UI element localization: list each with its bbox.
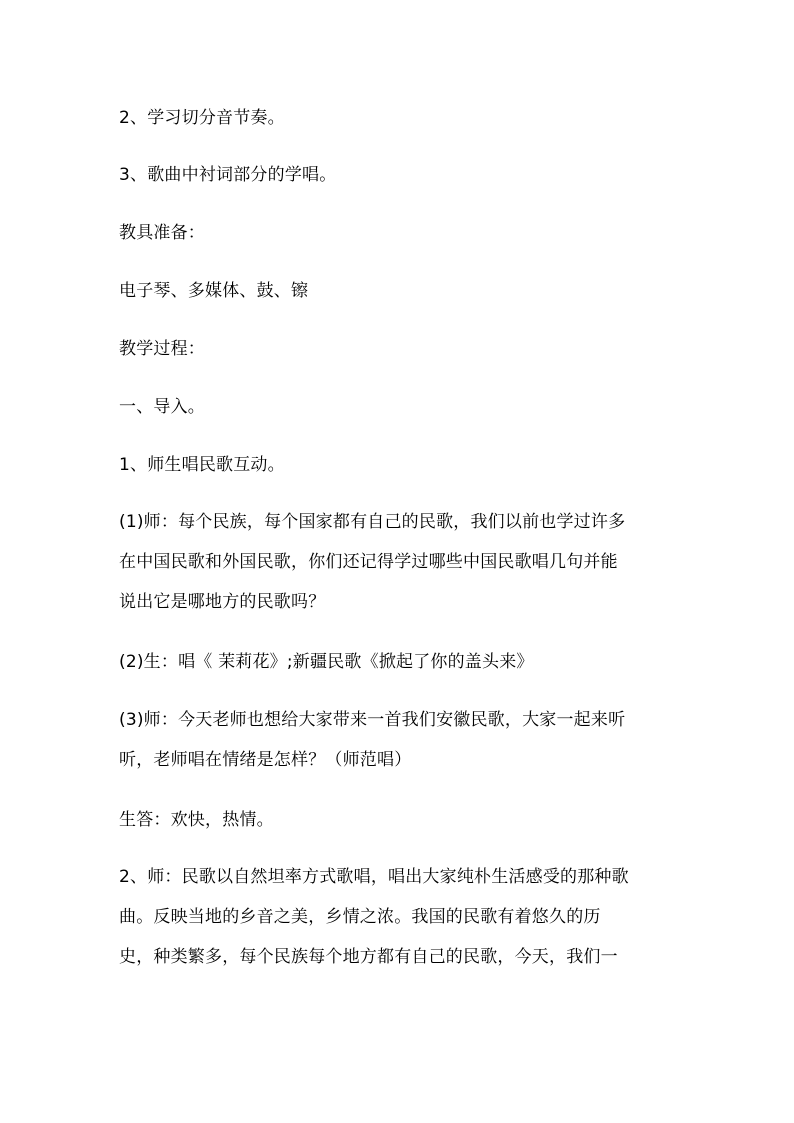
paragraph-line: 听，老师唱在情绪是怎样？（师范唱） <box>119 750 412 770</box>
section-intro-heading: 一、导入。 <box>119 397 205 417</box>
objective-3-line: 3、歌曲中衬词部分的学唱。 <box>119 165 337 185</box>
paragraph-line: 说出它是哪地方的民歌吗？ <box>119 592 326 612</box>
step-1-heading: 1、师生唱民歌互动。 <box>119 455 285 475</box>
paragraph-line: 史，种类繁多，每个民族每个地方都有自己的民歌，今天，我们一 <box>119 947 618 967</box>
paragraph-line: (1)师：每个民族，每个国家都有自己的民歌，我们以前也学过许多 <box>119 512 626 532</box>
student-answer-line: 生答：欢快，热情。 <box>119 810 274 830</box>
paragraph-line: 2、师：民歌以自然坦率方式歌唱，唱出大家纯朴生活感受的那种歌 <box>119 867 629 887</box>
teaching-aids-heading: 教具准备： <box>119 223 205 243</box>
teaching-process-heading: 教学过程： <box>119 339 205 359</box>
paragraph-line: 曲。反映当地的乡音之美，乡情之浓。我国的民歌有着悠久的历 <box>119 907 601 927</box>
paragraph-line: 在中国民歌和外国民歌，你们还记得学过哪些中国民歌唱几句并能 <box>119 552 618 572</box>
objective-2-line: 2、学习切分音节奏。 <box>119 108 285 128</box>
paragraph-line: (2)生：唱《 茉莉花》;新疆民歌《掀起了你的盖头来》 <box>119 652 534 672</box>
teaching-aids-list: 电子琴、多媒体、鼓、镲 <box>119 281 309 301</box>
paragraph-line: (3)师：今天老师也想给大家带来一首我们安徽民歌，大家一起来听 <box>119 710 626 730</box>
